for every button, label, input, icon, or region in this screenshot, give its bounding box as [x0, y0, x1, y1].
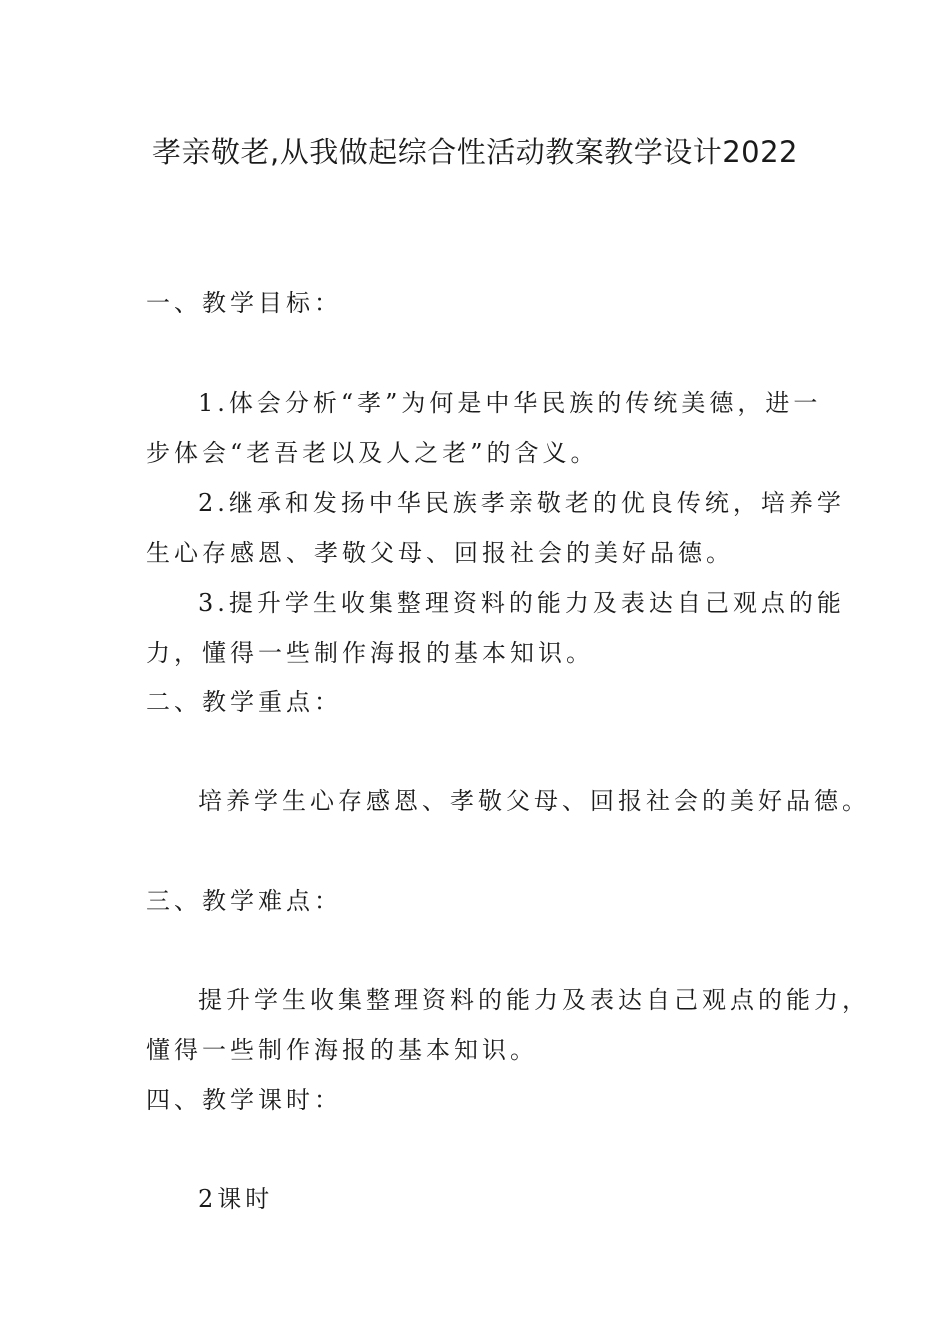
- class-hours-text: 2课时: [198, 1185, 274, 1213]
- section-heading-class-hours: 四、教学课时：: [146, 1086, 342, 1114]
- objective-3-line-2: 力，懂得一些制作海报的基本知识。: [146, 639, 594, 667]
- objective-2-line-1: 2.继承和发扬中华民族孝亲敬老的优良传统，培养学: [198, 489, 845, 517]
- objective-1-line-2: 步体会“老吾老以及人之老”的含义。: [146, 439, 599, 467]
- difficulties-line-1: 提升学生收集整理资料的能力及表达自己观点的能力，: [198, 986, 870, 1014]
- section-heading-difficulties: 三、教学难点：: [146, 887, 342, 915]
- objective-2-line-2: 生心存感恩、孝敬父母、回报社会的美好品德。: [146, 539, 734, 567]
- objective-1-line-1: 1.体会分析“孝”为何是中华民族的传统美德，进一: [198, 389, 822, 417]
- section-heading-key-points: 二、教学重点：: [146, 688, 342, 716]
- objective-3-line-1: 3.提升学生收集整理资料的能力及表达自己观点的能: [198, 589, 845, 617]
- document-title: 孝亲敬老,从我做起综合性活动教案教学设计2022: [151, 135, 799, 169]
- section-heading-objectives: 一、教学目标：: [146, 289, 342, 317]
- key-points-text: 培养学生心存感恩、孝敬父母、回报社会的美好品德。: [198, 787, 870, 815]
- difficulties-line-2: 懂得一些制作海报的基本知识。: [146, 1036, 538, 1064]
